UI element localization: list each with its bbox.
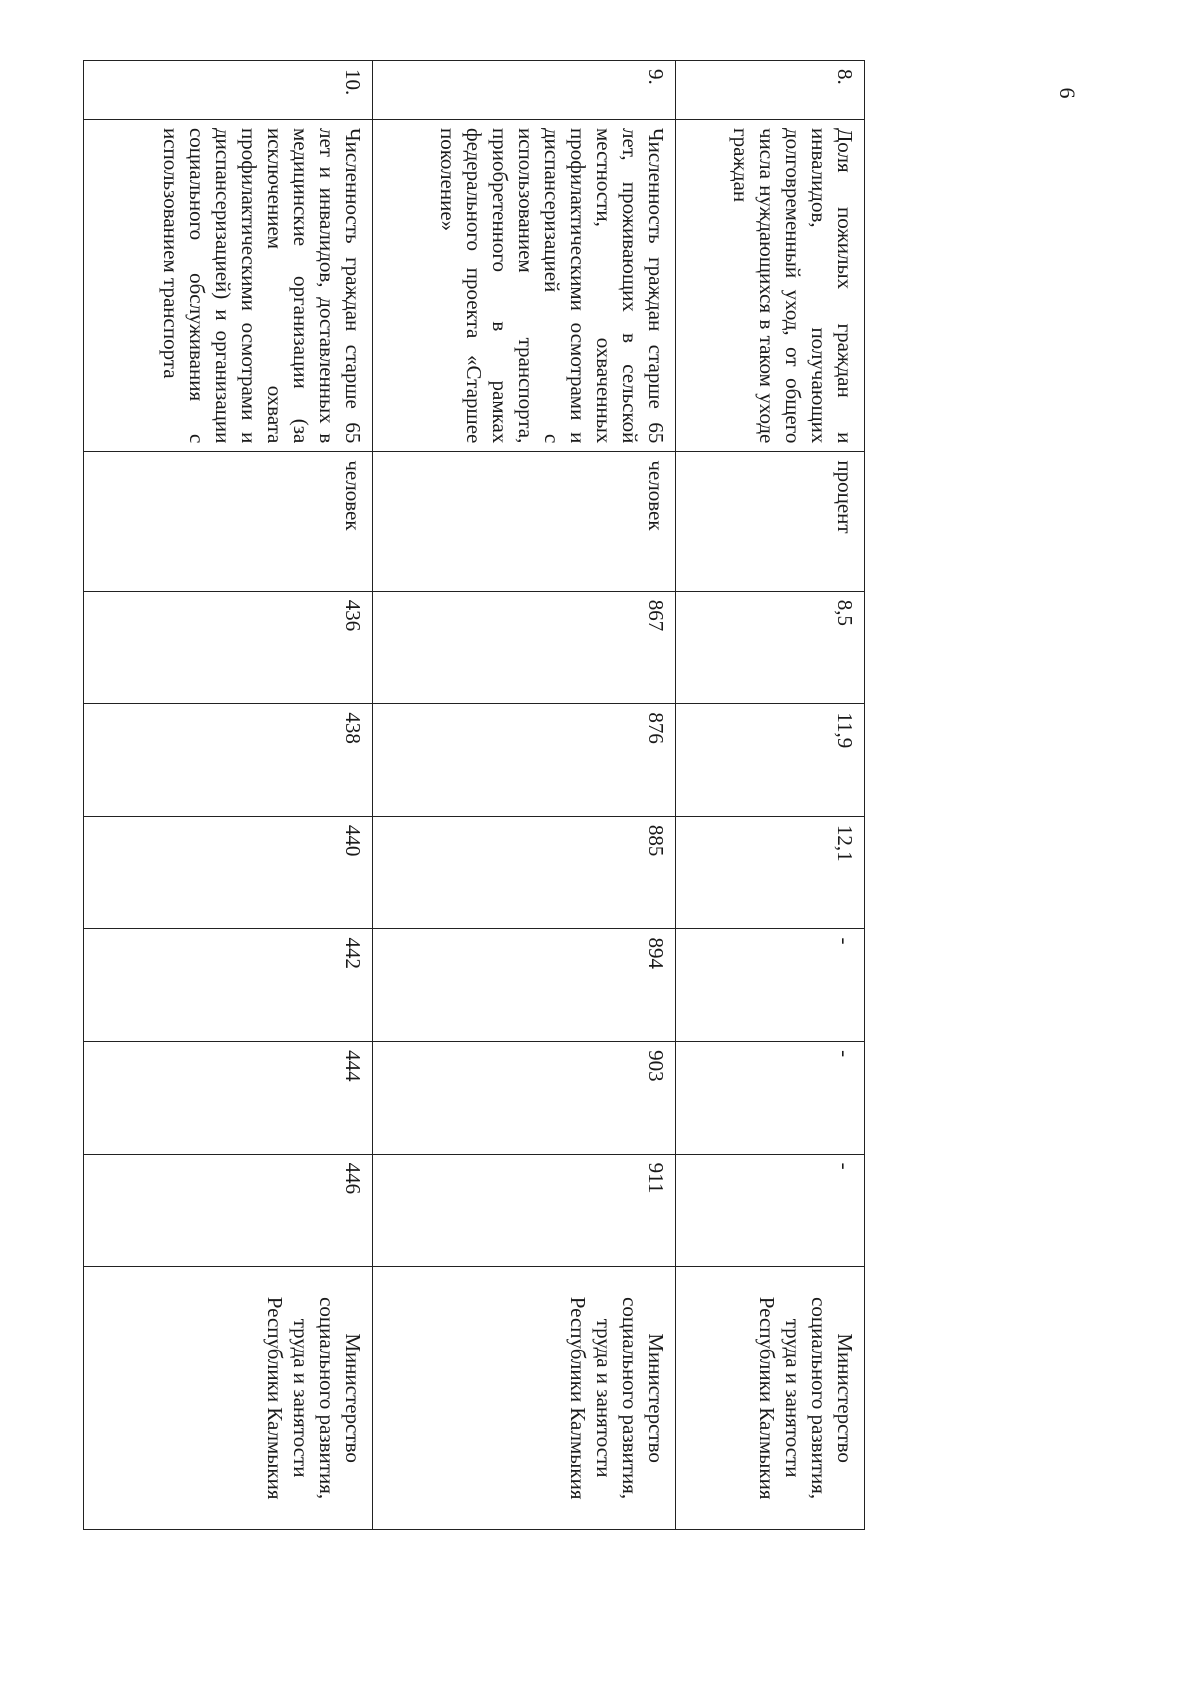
value-cell: 8,5: [676, 591, 865, 704]
value-cell: 12,1: [676, 816, 865, 929]
value-cell: 911: [373, 1154, 676, 1267]
indicator-description: Доля пожилых граждан и инвалидов, получающих долговременный уход, от общего числа нуждающихся в таком уходе граждан: [676, 119, 865, 451]
page-number: 6: [1055, 87, 1080, 99]
indicator-description: Численность граждан старше 65 лет и инвалидов, доставленных в медицинские организации (за исключением охвата профилактическими осмотрами и диспансеризацией) и организации социального обслуживания с использованием транспорта: [84, 119, 373, 451]
value-cell: -: [676, 929, 865, 1042]
unit-of-measure: человек: [84, 452, 373, 591]
row-number: 8.: [676, 61, 865, 120]
row-number: 9.: [373, 61, 676, 120]
value-cell: 436: [84, 591, 373, 704]
responsible-organization: Министерство социального развития, труда и занятости Республики Калмыкия: [676, 1267, 865, 1530]
value-cell: 438: [84, 704, 373, 817]
value-cell: 876: [373, 704, 676, 817]
rotated-table-container: [105, 60, 865, 1530]
value-cell: 440: [84, 816, 373, 929]
value-cell: 442: [84, 929, 373, 1042]
value-cell: 885: [373, 816, 676, 929]
value-cell: 867: [373, 591, 676, 704]
indicator-table: [83, 60, 865, 1530]
indicator-table-wrapper: [105, 60, 865, 1530]
value-cell: 11,9: [676, 704, 865, 817]
responsible-organization: Министерство социального развития, труда и занятости Республики Калмыкия: [373, 1267, 676, 1530]
value-cell: -: [676, 1154, 865, 1267]
table-row: [84, 61, 373, 1530]
responsible-organization: Министерство социального развития, труда и занятости Республики Калмыкия: [84, 1267, 373, 1530]
indicator-description: Численность граждан старше 65 лет, проживающих в сельской местности, охваченных профилактическими осмотрами и диспансеризацией с использованием транспорта, приобретенного в рамках федерального проекта «Старшее поколение»: [373, 119, 676, 451]
value-cell: 444: [84, 1042, 373, 1155]
row-number: 10.: [84, 61, 373, 120]
value-cell: 903: [373, 1042, 676, 1155]
value-cell: 894: [373, 929, 676, 1042]
unit-of-measure: процент: [676, 452, 865, 591]
value-cell: -: [676, 1042, 865, 1155]
unit-of-measure: человек: [373, 452, 676, 591]
table-row: [373, 61, 676, 1530]
table-row: [676, 61, 865, 1530]
value-cell: 446: [84, 1154, 373, 1267]
